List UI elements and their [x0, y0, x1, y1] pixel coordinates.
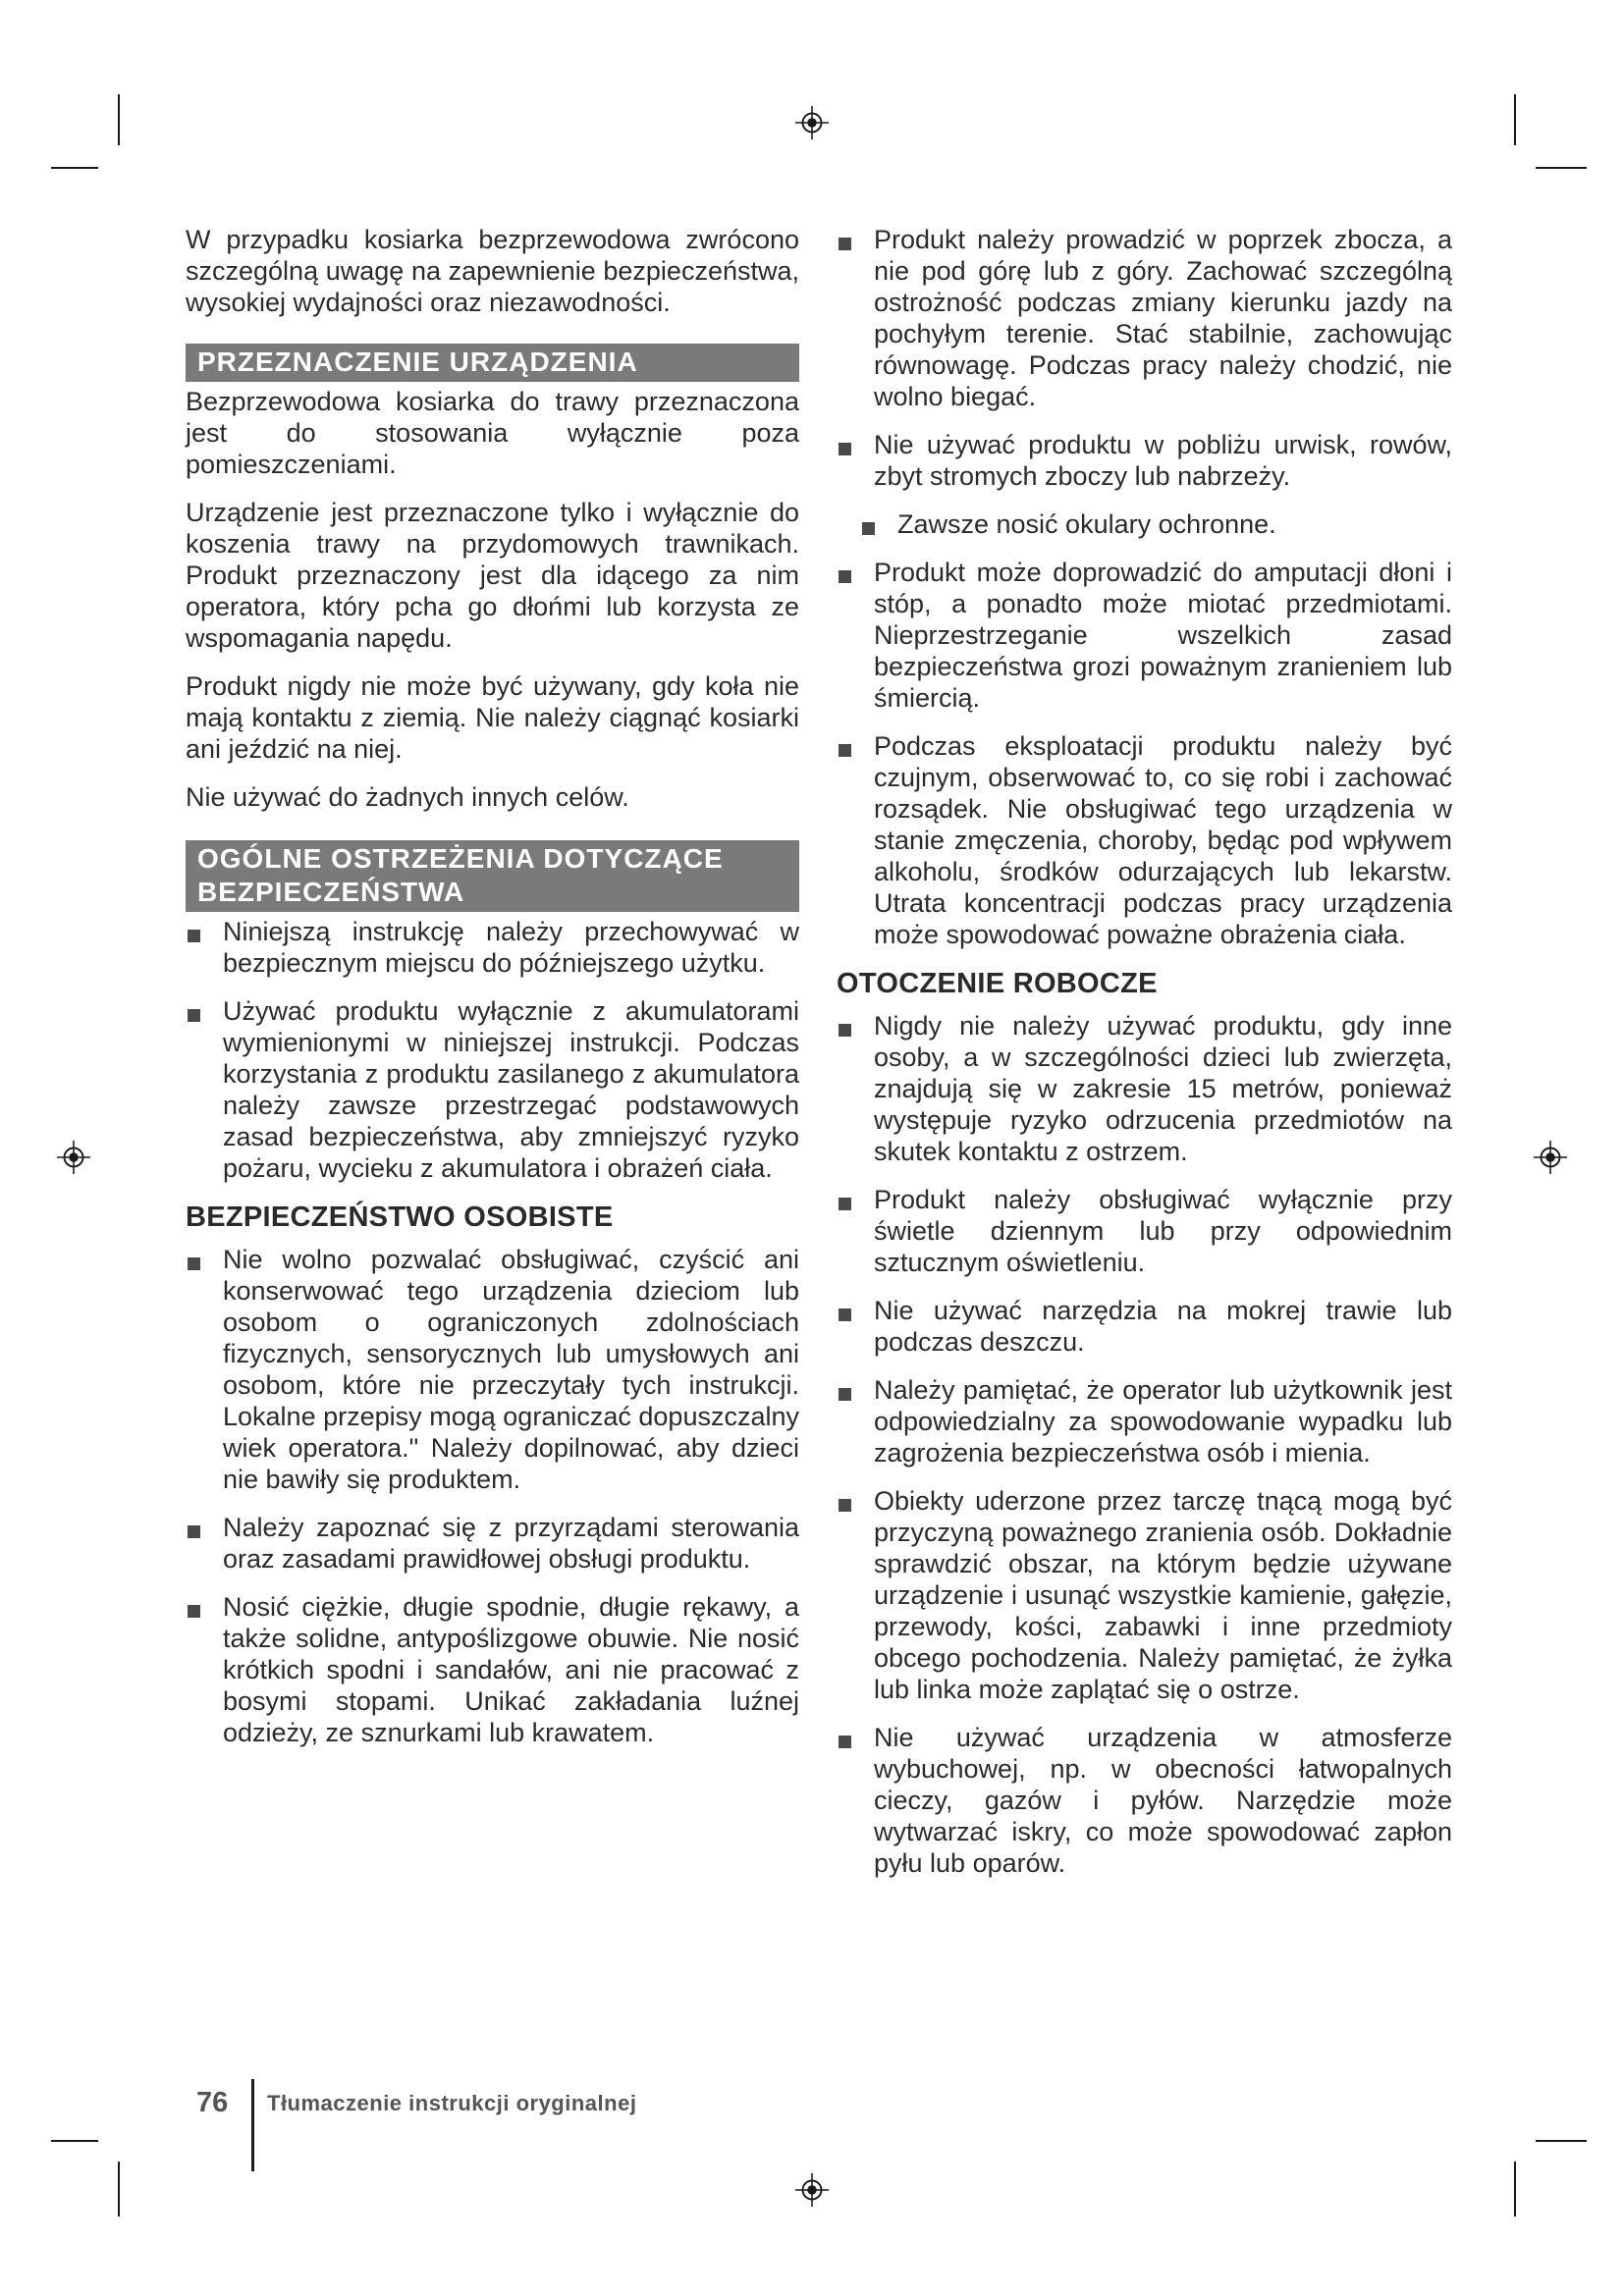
paragraph: Urządzenie jest przeznaczone tylko i wyłącznie do koszenia trawy na przydomowych trawnikach. Produkt przeznaczony jest dla idącego za nim operatora, który pcha go dłońmi lub korzysta ze wspomagania napędu.: [186, 498, 799, 653]
section-heading-text: BEZPIECZEŃSTWA: [197, 877, 465, 907]
page-number: 76: [196, 2087, 229, 2118]
left-column: [186, 224, 799, 1765]
list-item: Należy zapoznać się z przyrządami sterowania oraz zasadami prawidłowej obsługi produktu.: [186, 1512, 799, 1575]
crop-mark: [1514, 94, 1516, 145]
list-item: Należy pamiętać, że operator lub użytkownik jest odpowiedzialny za spowodowanie wypadku lub zagrożenia bezpieczeństwa osób i mienia.: [837, 1374, 1452, 1468]
intro-paragraph: W przypadku kosiarka bezprzewodowa zwrócono szczególną uwagę na zapewnienie bezpieczeństwa, wysokiej wydajności oraz niezawodności.: [186, 225, 799, 317]
list-item: Obiekty uderzone przez tarczę tnącą mogą być przyczyną poważnego zranienia osób. Dokładnie sprawdzić obszar, na którym będzie używane urządzenie i usunąć wszystkie kamienie, gałęzie, przewody, kości, zabawki i inne przedmioty obcego pochodzenia. Należy pamiętać, że żyłka lub linka może zaplątać się o ostrze.: [837, 1485, 1452, 1705]
registration-mark-icon: [55, 1139, 92, 1176]
list-item: Podczas eksploatacji produktu należy być czujnym, obserwować to, co się robi i zachować rozsądek. Nie obsługiwać tego urządzenia w stanie zmęczenia, choroby, będąc pod wpływem alkoholu, środków odurzających lub lekarstw. Utrata koncentracji podczas pracy urządzenia może spowodować poważne obrażenia ciała.: [837, 730, 1452, 950]
crop-mark: [118, 2162, 120, 2216]
paragraph: Bezprzewodowa kosiarka do trawy przeznaczona jest do stosowania wyłącznie poza pomieszczeniami.: [186, 387, 799, 479]
paragraph: Nie używać do żadnych innych celów.: [186, 782, 629, 812]
list-item: Nie wolno pozwalać obsługiwać, czyścić ani konserwować tego urządzenia dzieciom lub osobom o ograniczonych zdolnościach fizycznych, sensorycznych lub umysłowych ani osobom, które nie przeczytały tych instrukcji. Lokalne przepisy mogą ograniczać dopuszczalny wiek operatora." Należy dopilnować, aby dzieci nie bawiły się produktem.: [186, 1244, 799, 1495]
crop-mark: [1536, 2140, 1587, 2142]
bullet-list: [186, 916, 799, 1184]
section-heading-text: PRZEZNACZENIE URZĄDZENIA: [197, 347, 638, 377]
registration-mark-icon: [793, 104, 831, 141]
footer-caption: Tłumaczenie instrukcji oryginalnej: [267, 2091, 637, 2115]
list-item: Produkt może doprowadzić do amputacji dłoni i stóp, a ponadto może miotać przedmiotami. Nieprzestrzeganie wszelkich zasad bezpieczeństwa grozi poważnym zranieniem lub śmiercią.: [837, 557, 1452, 714]
list-item: Produkt należy prowadzić w poprzek zbocza, a nie pod górę lub z góry. Zachować szczególną ostrożność podczas zmiany kierunku jazdy na pochyłym terenie. Stać stabilnie, zachowując równowagę. Podczas pracy należy chodzić, nie wolno biegać.: [837, 224, 1452, 412]
registration-mark-icon: [793, 2171, 831, 2209]
subheading-osobiste: BEZPIECZEŃSTWO OSOBISTE: [186, 1201, 614, 1233]
paragraph: Produkt nigdy nie może być używany, gdy koła nie mają kontaktu z ziemią. Nie należy ciągnąć kosiarki ani jeździć na niej.: [186, 671, 799, 764]
list-item: Nie używać narzędzia na mokrej trawie lub podczas deszczu.: [837, 1295, 1452, 1358]
list-item: Produkt należy obsługiwać wyłącznie przy świetle dziennym lub przy odpowiednim sztucznym oświetleniu.: [837, 1184, 1452, 1278]
section-heading-przeznaczenie: [186, 344, 799, 382]
crop-mark: [51, 2140, 98, 2142]
footer-divider: [251, 2079, 254, 2171]
right-column: [837, 224, 1452, 1896]
bullet-list: [186, 1244, 799, 1748]
registration-mark-icon: [1532, 1139, 1569, 1176]
list-item: Zawsze nosić okulary ochronne.: [837, 508, 1452, 540]
bullet-list: [837, 1010, 1452, 1879]
bullet-list: [837, 224, 1452, 950]
section-heading-text: OGÓLNE OSTRZEŻENIA DOTYCZĄCE: [197, 843, 724, 874]
section-heading-ostrzezenia: [186, 840, 799, 912]
crop-mark: [1536, 167, 1587, 169]
crop-mark: [118, 94, 120, 145]
list-item: Nie używać urządzenia w atmosferze wybuchowej, np. w obecności łatwopalnych cieczy, gazów i pyłów. Narzędzie może wytwarzać iskry, co może spowodować zapłon pyłu lub oparów.: [837, 1722, 1452, 1879]
list-item: Niniejszą instrukcję należy przechowywać w bezpiecznym miejscu do późniejszego użytku.: [186, 916, 799, 979]
list-item: Nie używać produktu w pobliżu urwisk, rowów, zbyt stromych zboczy lub nabrzeży.: [837, 429, 1452, 492]
crop-mark: [1514, 2162, 1516, 2216]
crop-mark: [51, 167, 98, 169]
list-item: Nigdy nie należy używać produktu, gdy inne osoby, a w szczególności dzieci lub zwierzęta, znajdują się w zakresie 15 metrów, ponieważ występuje ryzyko odrzucenia przedmiotów na skutek kontaktu z ostrzem.: [837, 1010, 1452, 1167]
list-item: Nosić ciężkie, długie spodnie, długie rękawy, a także solidne, antypoślizgowe obuwie. Nie nosić krótkich spodni i sandałów, ani nie pracować z bosymi stopami. Unikać zakładania luźnej odzieży, ze sznurkami lub krawatem.: [186, 1591, 799, 1748]
subheading-otoczenie: OTOCZENIE ROBOCZE: [837, 968, 1158, 999]
list-item: Używać produktu wyłącznie z akumulatorami wymienionymi w niniejszej instrukcji. Podczas korzystania z produktu zasilanego z akumulatora należy zawsze przestrzegać podstawowych zasad bezpieczeństwa, aby zmniejszyć ryzyko pożaru, wycieku z akumulatora i obrażeń ciała.: [186, 995, 799, 1184]
